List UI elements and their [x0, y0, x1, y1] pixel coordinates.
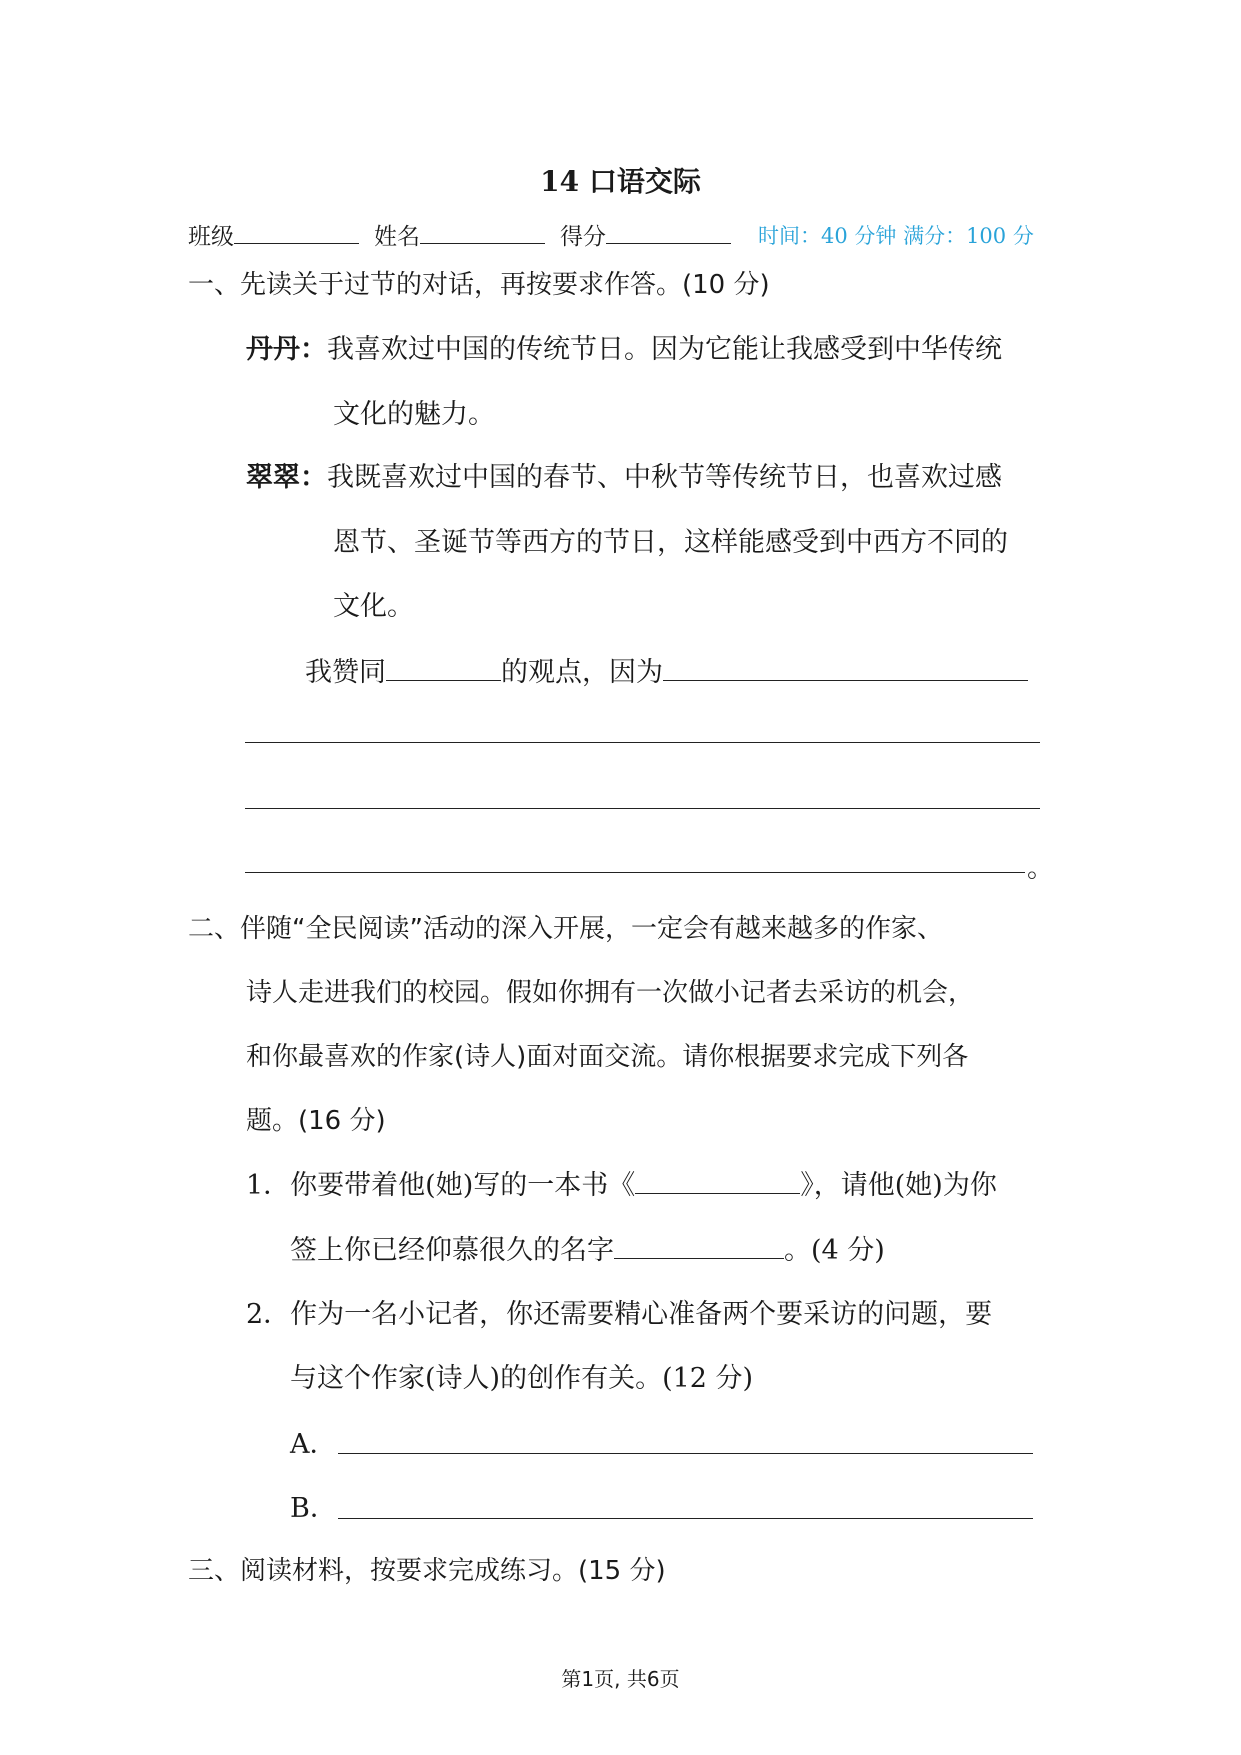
page-footer: 第1页, 共6页: [561, 1667, 680, 1691]
section2-heading-line2: 诗人走进我们的校园。假如你拥有一次做小记者去采访的机会，: [246, 978, 975, 1008]
score-label: 得分: [560, 224, 606, 250]
option-a-label: A．: [290, 1429, 337, 1460]
dialog1-line2: 文化的魅力。: [333, 399, 495, 430]
question1-line1: [246, 1163, 997, 1202]
page-title: 14 口语交际: [540, 165, 701, 198]
section1-heading: 一、先读关于过节的对话，再按要求作答。(10 分): [188, 270, 770, 300]
name-label: 姓名: [374, 224, 420, 250]
dialog2-line3: 文化。: [333, 591, 414, 622]
score-field: [560, 218, 731, 251]
q1-text-d: 。(4 分): [784, 1235, 885, 1266]
dialog1: [246, 327, 1002, 366]
section2-heading-line3: 和你最喜欢的作家(诗人)面对面交流。请你根据要求完成下列各: [246, 1042, 969, 1072]
book-title-blank[interactable]: [635, 1191, 800, 1194]
name-field: [374, 218, 545, 251]
question1-line2: [290, 1228, 885, 1267]
dialog2-line1: 我既喜欢过中国的春节、中秋节等传统节日，也喜欢过感: [327, 462, 1002, 493]
option-a-blank[interactable]: [338, 1453, 1033, 1454]
option-b-label: B．: [290, 1493, 337, 1524]
dialog2-line2: 恩节、圣诞节等西方的节日，这样能感受到中西方不同的: [333, 527, 1008, 558]
section2-heading-line1: 二、伴随“全民阅读”活动的深入开展，一定会有越来越多的作家、: [188, 914, 943, 944]
reason-blank-4[interactable]: [245, 872, 1025, 873]
class-blank[interactable]: [234, 241, 359, 244]
question2-line2: 与这个作家(诗人)的创作有关。(12 分): [290, 1363, 754, 1394]
name-blank[interactable]: [420, 241, 545, 244]
reason-blank-2[interactable]: [245, 742, 1040, 743]
class-label: 班级: [188, 224, 234, 250]
dialog2: [246, 455, 1002, 494]
time-info: 时间：40 分钟 满分：100 分: [758, 224, 1034, 248]
section2-heading-line4: 题。(16 分): [246, 1106, 386, 1136]
score-blank[interactable]: [606, 241, 731, 244]
answer-middle: 的观点，因为: [501, 657, 663, 688]
class-field: [188, 218, 359, 251]
dialog1-line1: 我喜欢过中国的传统节日。因为它能让我感受到中华传统: [327, 334, 1002, 365]
q1-text-b: 》，请他(她)为你: [800, 1170, 997, 1201]
reason-blank-3[interactable]: [245, 808, 1040, 809]
reason-blank-1[interactable]: [663, 678, 1028, 681]
answer-end: 。: [1027, 853, 1054, 884]
agree-blank[interactable]: [386, 678, 501, 681]
section3-heading: 三、阅读材料，按要求完成练习。(15 分): [188, 1556, 666, 1586]
answer-prefix: 我赞同: [305, 657, 386, 688]
dialog1-speaker: 丹丹：: [246, 334, 327, 365]
author-name-blank[interactable]: [614, 1256, 784, 1259]
dialog2-speaker: 翠翠：: [246, 462, 327, 493]
answer-line1: [305, 650, 1028, 689]
option-b-blank[interactable]: [338, 1518, 1033, 1519]
q1-text-c: 签上你已经仰慕很久的名字: [290, 1235, 614, 1266]
q1-text-a: 1．你要带着他(她)写的一本书《: [246, 1170, 636, 1201]
question2-line1: 2．作为一名小记者，你还需要精心准备两个要采访的问题，要: [246, 1299, 993, 1330]
